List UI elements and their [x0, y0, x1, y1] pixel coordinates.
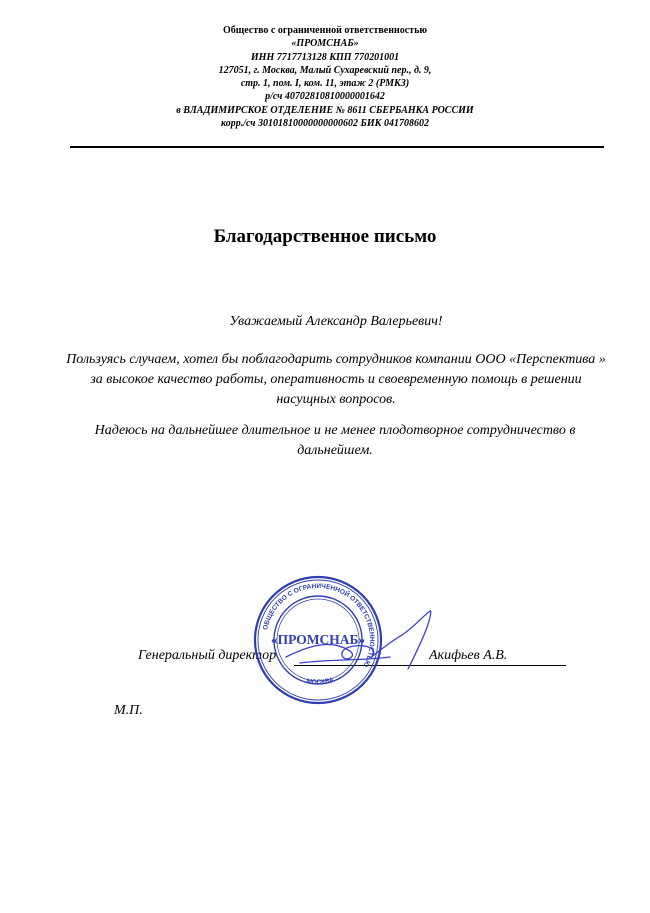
letter-paragraph-thanks: Пользуясь случаем, хотел бы поблагодарить сотрудников компании ООО «Перспектива » за высокое качество работы, оперативность и своевременную помощь в решении насущных вопросов.: [66, 352, 606, 407]
letterhead-address-1: 127051, г. Москва, Малый Сухаревский пер., д. 9,: [218, 64, 432, 76]
svg-text:МОСКВА: МОСКВА: [305, 676, 335, 687]
letter-greeting: Уважаемый Александр Валерьевич!: [229, 314, 443, 329]
svg-text:ОБЩЕСТВО С ОГРАНИЧЕННОЙ ОТВЕТС: ОБЩЕСТВО С ОГРАНИЧЕННОЙ ОТВЕТСТВЕННОСТЬЮ: [261, 582, 376, 668]
letter-title: Благодарственное письмо: [213, 226, 437, 247]
letterhead-account: р/сч 40702810810000001642: [265, 91, 385, 103]
letterhead-inn-kpp: ИНН 7717713128 КПП 770201001: [250, 51, 400, 63]
letter-paragraph-cooperation: Надеюсь на дальнейшее длительное и не менее плодотворное сотрудничество в дальнейшем.: [94, 423, 576, 458]
letterhead-bank: в ВЛАДИМИРСКОЕ ОТДЕЛЕНИЕ № 8611 СБЕРБАНКА РОССИИ: [176, 104, 474, 116]
header-divider: [70, 146, 604, 148]
letterhead-address-2: стр. 1, пом. I, ком. 11, этаж 2 (РМКЗ): [240, 78, 410, 90]
letterhead-corr-account: корр./сч 30101810000000000602 БИК 041708602: [221, 118, 429, 130]
signer-role: Генеральный директор: [138, 648, 277, 663]
letterhead-company-type: Общество с ограниченной ответственностью: [222, 25, 428, 36]
svg-text:«ПРОМСНАБ»: «ПРОМСНАБ»: [270, 632, 366, 647]
stamp-place-label: М.П.: [114, 703, 143, 718]
letterhead-company-name: «ПРОМСНАБ»: [291, 38, 359, 50]
signer-name: Акифьев А.В.: [429, 648, 508, 663]
letterhead: [0, 24, 650, 130]
handwritten-signature: [280, 605, 440, 675]
